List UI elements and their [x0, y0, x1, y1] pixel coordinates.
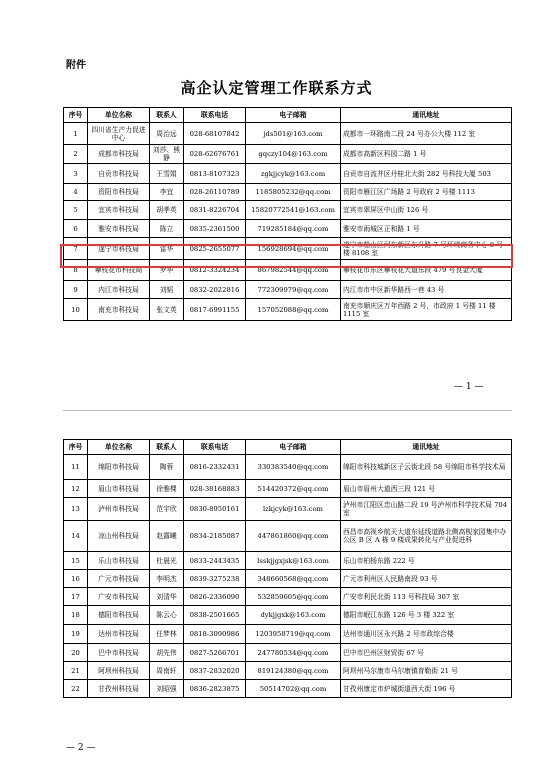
cell-phone: 0833-2443435	[184, 552, 246, 570]
cell-address: 西昌市高视乡航天大道东延线道路北侧高枧家园集中办公区 B 区 A 栋 9 楼成果转化与产业促进科	[341, 521, 512, 552]
cell-index: 9	[64, 281, 88, 299]
cell-index: 15	[64, 552, 88, 570]
cell-unit: 内江市科技局	[88, 281, 150, 299]
cell-email: 867982544@qq.com	[246, 260, 341, 281]
cell-index: 14	[64, 521, 88, 552]
cell-contact: 刘昭强	[150, 680, 184, 698]
cell-phone: 0817-6991155	[184, 299, 246, 321]
cell-index: 22	[64, 680, 88, 698]
cell-unit: 阿坝州科技局	[88, 662, 150, 680]
cell-address: 资阳市雁江区广场路 2 号政府 2 号楼 1113	[341, 184, 512, 201]
header-unit: 单位名称	[88, 108, 150, 123]
cell-email: 157052088@qq.com	[246, 299, 341, 321]
cell-contact: 范宇欣	[150, 498, 184, 521]
cell-contact: 李明杰	[150, 570, 184, 588]
cell-contact: 刘韬	[150, 281, 184, 299]
table-row	[64, 680, 512, 698]
cell-index: 13	[64, 498, 88, 521]
contact-table-page-2	[63, 439, 512, 698]
cell-address: 绵阳市科技城新区子云街北段 58 号绵阳市科学技术局	[341, 455, 512, 480]
table-row	[64, 662, 512, 680]
cell-phone: 0818-3090986	[184, 625, 246, 644]
cell-unit: 遂宁市科技局	[88, 238, 150, 260]
header-phone: 联系电话	[184, 108, 246, 123]
cell-address: 成都市一环路南二段 24 号办公大楼 112 室	[341, 123, 512, 145]
cell-contact: 胡孝英	[150, 201, 184, 220]
cell-unit: 广安市科技局	[88, 588, 150, 606]
cell-address: 遂宁市船山区河东新区东升路 7 号环境商务中心 8 号楼 8108 室	[341, 238, 512, 260]
cell-address: 甘孜州康定市炉城街道西大街 196 号	[341, 680, 512, 698]
cell-address: 雅安市雨城区正和路 1 号	[341, 220, 512, 238]
table-row	[64, 281, 512, 299]
header-email: 电子邮箱	[246, 440, 341, 455]
cell-phone: 0835-2361500	[184, 220, 246, 238]
table-row	[64, 220, 512, 238]
page-divider	[63, 410, 512, 411]
cell-email: lzkjcyk@163.com	[246, 498, 341, 521]
cell-unit: 巴中市科技局	[88, 644, 150, 662]
table-row	[64, 480, 512, 498]
cell-address: 成都市高新区科园二路 1 号	[341, 145, 512, 164]
table-row	[64, 570, 512, 588]
cell-phone: 028-26110789	[184, 184, 246, 201]
cell-contact: 雷华	[150, 238, 184, 260]
cell-email: 514420372@qq.com	[246, 480, 341, 498]
cell-address: 攀枝花市东区攀枝花大道东段 479 号良金大厦	[341, 260, 512, 281]
cell-unit: 四川省生产力促进中心	[88, 123, 150, 145]
cell-address: 阿坝州马尔康市马尔康镇育勒街 21 号	[341, 662, 512, 680]
table-row	[64, 644, 512, 662]
cell-address: 泸州市江阳区忠山路二段 19 号泸州市科学技术局 704 室	[341, 498, 512, 521]
table-row	[64, 299, 512, 321]
cell-index: 12	[64, 480, 88, 498]
cell-contact: 周治远	[150, 123, 184, 145]
cell-email: 330383540@qq.com	[246, 455, 341, 480]
cell-address: 巴中市巴州区财贸街 67 号	[341, 644, 512, 662]
cell-index: 18	[64, 606, 88, 625]
cell-index: 11	[64, 455, 88, 480]
header-unit: 单位名称	[88, 440, 150, 455]
cell-index: 19	[64, 625, 88, 644]
cell-index: 21	[64, 662, 88, 680]
cell-email: zgkjjcyk@163.com	[246, 164, 341, 184]
cell-index: 16	[64, 570, 88, 588]
cell-contact: 张文英	[150, 299, 184, 321]
header-phone: 联系电话	[184, 440, 246, 455]
cell-index: 4	[64, 184, 88, 201]
cell-email: gqczy104@163.com	[246, 145, 341, 164]
cell-phone: 0839-3275238	[184, 570, 246, 588]
cell-contact: 刘清华	[150, 588, 184, 606]
cell-contact: 赵露曦	[150, 521, 184, 552]
cell-contact: 周南轩	[150, 662, 184, 680]
highlight-box-row-7	[60, 244, 513, 268]
cell-phone: 0826-2336090	[184, 588, 246, 606]
cell-phone: 0816-2332431	[184, 455, 246, 480]
cell-address: 广元市利州区人民路南段 93 号	[341, 570, 512, 588]
cell-phone: 0832-2022816	[184, 281, 246, 299]
cell-unit: 绵阳市科技局	[88, 455, 150, 480]
header-index: 序号	[64, 108, 88, 123]
table-row	[64, 145, 512, 164]
table-row	[64, 606, 512, 625]
cell-unit: 广元市科技局	[88, 570, 150, 588]
cell-email: 1203958719@qq.com	[246, 625, 341, 644]
cell-unit: 凉山州科技局	[88, 521, 150, 552]
table-row	[64, 164, 512, 184]
cell-contact: 杜晨光	[150, 552, 184, 570]
cell-unit: 成都市科技局	[88, 145, 150, 164]
cell-contact: 任梦林	[150, 625, 184, 644]
cell-email: 772309979@qq.com	[246, 281, 341, 299]
cell-contact: 陶蓉	[150, 455, 184, 480]
cell-email: 247780534@qq.com	[246, 644, 341, 662]
cell-index: 5	[64, 201, 88, 220]
table-row	[64, 521, 512, 552]
cell-unit: 宜宾市科技局	[88, 201, 150, 220]
cell-unit: 资阳市科技局	[88, 184, 150, 201]
cell-index: 7	[64, 238, 88, 260]
cell-address: 内江市市中区新华路西一巷 43 号	[341, 281, 512, 299]
table-header-row	[64, 440, 512, 455]
cell-email: 1185805232@qq.com	[246, 184, 341, 201]
cell-address: 广安市利民北街 113 号科技局 307 室	[341, 588, 512, 606]
table-row	[64, 588, 512, 606]
header-address: 通讯地址	[341, 108, 512, 123]
cell-phone: 0831-8226704	[184, 201, 246, 220]
cell-phone: 0838-2501665	[184, 606, 246, 625]
header-contact: 联系人	[150, 440, 184, 455]
table-row	[64, 552, 512, 570]
table-row	[64, 498, 512, 521]
cell-index: 17	[64, 588, 88, 606]
cell-index: 20	[64, 644, 88, 662]
table-row	[64, 625, 512, 644]
cell-phone: 0825-2655077	[184, 238, 246, 260]
cell-phone: 028-38168883	[184, 480, 246, 498]
cell-index: 8	[64, 260, 88, 281]
cell-contact: 徐雅棵	[150, 480, 184, 498]
cell-address: 达州市通川区永兴路 2 号市政综合楼	[341, 625, 512, 644]
header-contact: 联系人	[150, 108, 184, 123]
cell-unit: 自贡市科技局	[88, 164, 150, 184]
cell-address: 乐山市柏杨东路 222 号	[341, 552, 512, 570]
cell-address: 眉山市眉州大道西三段 121 号	[341, 480, 512, 498]
cell-index: 2	[64, 145, 88, 164]
cell-contact: 刘莎、熊静	[150, 145, 184, 164]
cell-email: 50514702@qq.com	[246, 680, 341, 698]
page-number: — 1 —	[454, 382, 484, 392]
cell-unit: 眉山市科技局	[88, 480, 150, 498]
cell-unit: 达州市科技局	[88, 625, 150, 644]
cell-address: 德阳市岷江东路 126 号 3 楼 322 室	[341, 606, 512, 625]
cell-phone: 0813-8107323	[184, 164, 246, 184]
cell-phone: 028-68107842	[184, 123, 246, 145]
cell-index: 3	[64, 164, 88, 184]
cell-unit: 雅安市科技局	[88, 220, 150, 238]
cell-email: 15820772541@163.com	[246, 201, 341, 220]
cell-email: lsskjjgxjsk@163.com	[246, 552, 341, 570]
header-index: 序号	[64, 440, 88, 455]
cell-phone: 0812-3324234	[184, 260, 246, 281]
cell-address: 南充市顺庆区万年西路 2 号，市政府 1 号楼 11 楼 1115 室	[341, 299, 512, 321]
table-row	[64, 184, 512, 201]
cell-phone: 0837-2832020	[184, 662, 246, 680]
header-email: 电子邮箱	[246, 108, 341, 123]
cell-address: 自贡市自流井区丹桂北大街 282 号科技大厦 503	[341, 164, 512, 184]
cell-contact: 陈立	[150, 220, 184, 238]
cell-address: 宜宾市翠屏区中山街 126 号	[341, 201, 512, 220]
table-row	[64, 201, 512, 220]
table-row	[64, 455, 512, 480]
cell-unit: 德阳市科技局	[88, 606, 150, 625]
page-title: 高企认定管理工作联系方式	[180, 79, 373, 97]
cell-phone: 0834-2185087	[184, 521, 246, 552]
cell-contact: 胡先伟	[150, 644, 184, 662]
cell-phone: 028-62676761	[184, 145, 246, 164]
cell-email: 447861860@qq.com	[246, 521, 341, 552]
cell-email: 819124380@qq.com	[246, 662, 341, 680]
cell-contact: 陈云心	[150, 606, 184, 625]
cell-email: 719285184@qq.com	[246, 220, 341, 238]
cell-index: 1	[64, 123, 88, 145]
cell-unit: 攀枝花市科技局	[88, 260, 150, 281]
cell-email: jds501@163.com	[246, 123, 341, 145]
cell-contact: 李宜	[150, 184, 184, 201]
cell-phone: 0827-5266701	[184, 644, 246, 662]
cell-unit: 乐山市科技局	[88, 552, 150, 570]
contact-table-page-1	[63, 107, 512, 321]
cell-unit: 甘孜州科技局	[88, 680, 150, 698]
cell-contact: 王雪娟	[150, 164, 184, 184]
attachment-label: 附件	[66, 60, 86, 71]
table-row	[64, 123, 512, 145]
cell-index: 10	[64, 299, 88, 321]
cell-unit: 南充市科技局	[88, 299, 150, 321]
page-number: — 2 —	[66, 743, 96, 753]
header-address: 通讯地址	[341, 440, 512, 455]
cell-email: dykjjgxk@163.com	[246, 606, 341, 625]
cell-phone: 0836-2823875	[184, 680, 246, 698]
cell-index: 6	[64, 220, 88, 238]
cell-unit: 泸州市科技局	[88, 498, 150, 521]
cell-email: 348660568@qq.com	[246, 570, 341, 588]
cell-email: 156928694@qq.com	[246, 238, 341, 260]
table-header-row	[64, 108, 512, 123]
cell-phone: 0830-8950161	[184, 498, 246, 521]
cell-email: 532859605@qq.com	[246, 588, 341, 606]
cell-contact: 罗华	[150, 260, 184, 281]
